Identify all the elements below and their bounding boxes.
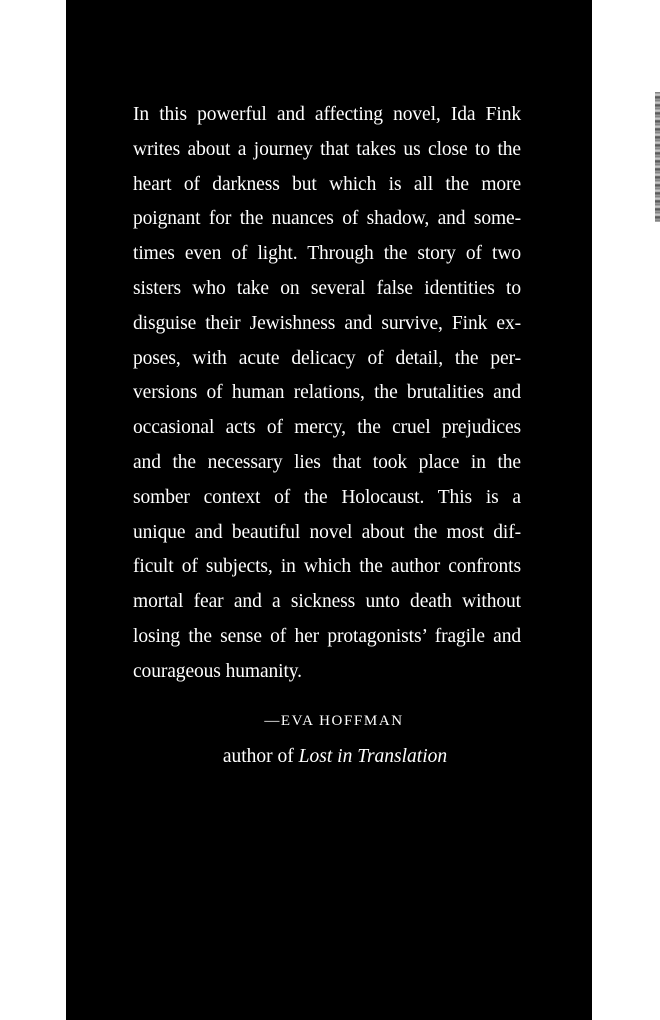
blurb-line: sisters who take on several false identities to	[133, 277, 521, 299]
blurb-line: unique and beautiful novel about the most dif-	[133, 521, 521, 543]
blurb-line: poignant for the nuances of shadow, and some-	[133, 208, 521, 230]
blurb-text	[133, 98, 521, 690]
blurb-line: heart of darkness but which is all the more	[133, 173, 521, 195]
blurb-line: writes about a journey that takes us close to the	[133, 138, 521, 160]
blurb-line: somber context of the Holocaust. This is a	[133, 486, 521, 508]
blurb-line: disguise their Jewishness and survive, Fink ex-	[133, 312, 521, 334]
blurb-line: mortal fear and a sickness unto death without	[133, 591, 521, 613]
blurb-line: In this powerful and affecting novel, Ida Fink	[133, 104, 521, 125]
blurb-line: times even of light. Through the story of two	[133, 243, 521, 265]
adjacent-page-edge	[655, 92, 660, 222]
blurb-line: and the necessary lies that took place in the	[133, 451, 521, 473]
credit-prefix: author of	[222, 746, 299, 767]
blurb-line: courageous humanity.	[133, 660, 302, 682]
blurb-line: ficult of subjects, in which the author confronts	[133, 556, 521, 578]
blurb-line: occasional acts of mercy, the cruel prejudices	[133, 417, 521, 439]
credit-book-title: Lost in Translation	[298, 746, 448, 767]
blurb-line: poses, with acute delicacy of detail, the per-	[133, 347, 521, 369]
blurb-line: versions of human relations, the brutalities and	[133, 382, 521, 404]
attribution-name: —EVA HOFFMAN	[264, 713, 404, 729]
blurb-attribution	[133, 708, 521, 774]
blurb-line: losing the sense of her protagonists’ fragile and	[133, 625, 521, 647]
attribution-credit	[133, 740, 521, 774]
